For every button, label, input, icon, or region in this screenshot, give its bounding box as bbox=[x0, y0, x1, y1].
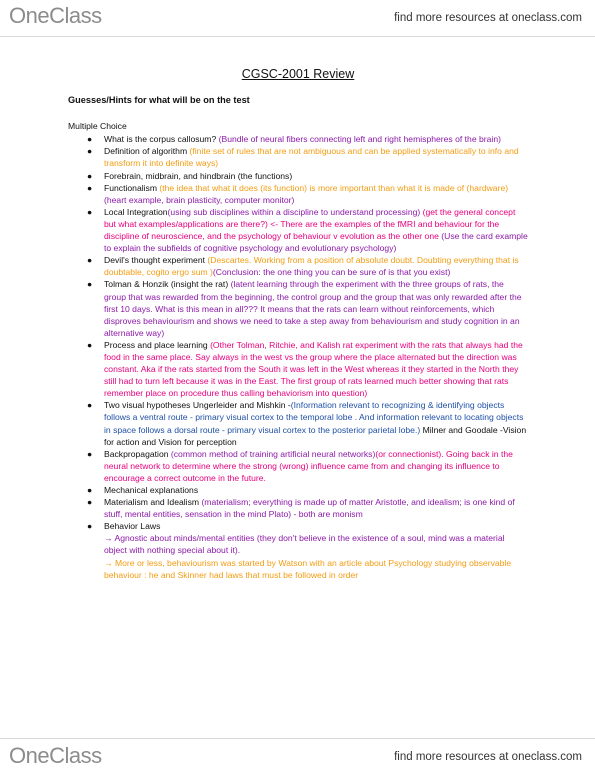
top-bar bbox=[0, 0, 595, 36]
bullet-icon: ● bbox=[87, 279, 93, 290]
list-item: ● Mechanical explanations bbox=[87, 485, 199, 495]
bullet-icon: ● bbox=[87, 400, 93, 411]
bullet-icon: ● bbox=[87, 206, 93, 217]
section-heading: Multiple Choice bbox=[68, 121, 127, 132]
list-item: ● Process and place learning (Other Tolman, Ritchie, and Kalish rat experiment with the rats that always had the food in the same place. Say always in the west vs the group where the place alternated but the direction was constant. Aka if the rats started from the South it was left in the West whereas it they started in the North they still had to turn left because it was in the East. The first group of rats learned much better showing that rats remember place on procedure thus calling behaviorism into question) bbox=[87, 339, 523, 399]
bullet-icon: ● bbox=[87, 339, 93, 350]
list-item: ● Two visual hypotheses Ungerleider and Mishkin -(Information relevant to recognizing & identifying objects follows a ventral route - primary visual cortex to the temporal lobe . And information relevant to locating objects in space follows a dorsal route - primary visual cortex to the posterior parietal lobe.) Milner and Goodale -Vision for action and Vision for perception bbox=[87, 400, 527, 447]
list-item: ● Functionalism (the idea that what it does (its function) is more important than what it is made of (hardware) (heart example, brain plasticity, computer monitor) bbox=[87, 182, 509, 205]
bullet-icon: ● bbox=[87, 485, 93, 495]
bullet-icon: ● bbox=[87, 134, 93, 145]
sub-point: → Agnostic about minds/mental entities (they don't believe in the existence of a soul, mind was a material object with nothing special about it). bbox=[104, 533, 505, 556]
bullet-icon: ● bbox=[87, 182, 93, 193]
find-resources-link[interactable]: find more resources at oneclass.com bbox=[394, 751, 582, 763]
bullet-icon: ● bbox=[87, 170, 93, 181]
footer-divider bbox=[0, 738, 595, 739]
list-item: ● Definition of algorithm (finite set of rules that are not ambiguous and can be applied systematically to info and transform it into definite ways) bbox=[87, 146, 519, 169]
bullet-icon: ● bbox=[87, 448, 93, 459]
list-item: ● Local Integration(using sub disciplines within a discipline to understand processing) (get the general concept but what examples/applications are there?) <- There are the examples of the fMRI and behaviour for the discipline of neuroscience, and the psychology of behaviour v evolution as the other one (Use the card example to explain the subfields of cognitive psychology and evolutionary psychology) bbox=[87, 206, 528, 254]
sub-point: → More or less, behaviourism was started by Watson with an article about Psychology studying observable behaviour : he and Skinner had laws that must be followed in order bbox=[104, 557, 512, 580]
bullet-icon: ● bbox=[87, 255, 93, 266]
question-list bbox=[68, 133, 528, 532]
list-item: ● Backpropagation (common method of training artificial neural networks)(or connectionist). Going back in the neural network to determine where the strong (wrong) influence came from and changing its influence to encourage a correct outcome in the future. bbox=[87, 448, 513, 483]
bullet-icon: ● bbox=[87, 497, 93, 508]
bullet-icon: ● bbox=[87, 146, 93, 157]
list-item: ● Forebrain, midbrain, and hindbrain (the functions) bbox=[87, 170, 293, 181]
oneclass-logo[interactable]: OneClass bbox=[9, 743, 102, 768]
list-item: ● Devil's thought experiment (Descartes. Working from a position of absolute doubt. Doubting everything that is doubtable, cogito ergo sum )(Conclusion: the one thing you can be sure of is that you exist) bbox=[87, 255, 519, 278]
list-item: ● What is the corpus callosum? (Bundle of neural fibers connecting left and right hemispheres of the brain) bbox=[87, 134, 501, 145]
bullet-icon: ● bbox=[87, 521, 93, 532]
list-item: ● Materialism and Idealism (materialism; everything is made up of matter Aristotle, and idealism; is one kind of stuff, mental entities, sensation in the mind Plato) - both are monism bbox=[87, 497, 515, 520]
find-resources-link[interactable]: find more resources at oneclass.com bbox=[394, 12, 582, 24]
document-body bbox=[68, 68, 528, 581]
oneclass-logo[interactable]: OneClass bbox=[9, 3, 102, 28]
list-item: ● Tolman & Honzik (insight the rat) (latent learning through the experiment with the three groups of rats, the group that was rewarded from the beginning, the control group and the group that was only rewarded after the first 10 days. What is this mean in all??? It means that the rats can learn without reinforcements, which disproves behaviourism and shows we need to take a step away from behaviourism and study cognition in an alternative way) bbox=[87, 279, 522, 338]
list-item: ● Behavior Laws bbox=[87, 521, 161, 532]
document-subtitle: Guesses/Hints for what will be on the test bbox=[68, 95, 250, 106]
header-divider bbox=[0, 36, 595, 37]
document-title: CGSC-2001 Review bbox=[241, 67, 355, 81]
